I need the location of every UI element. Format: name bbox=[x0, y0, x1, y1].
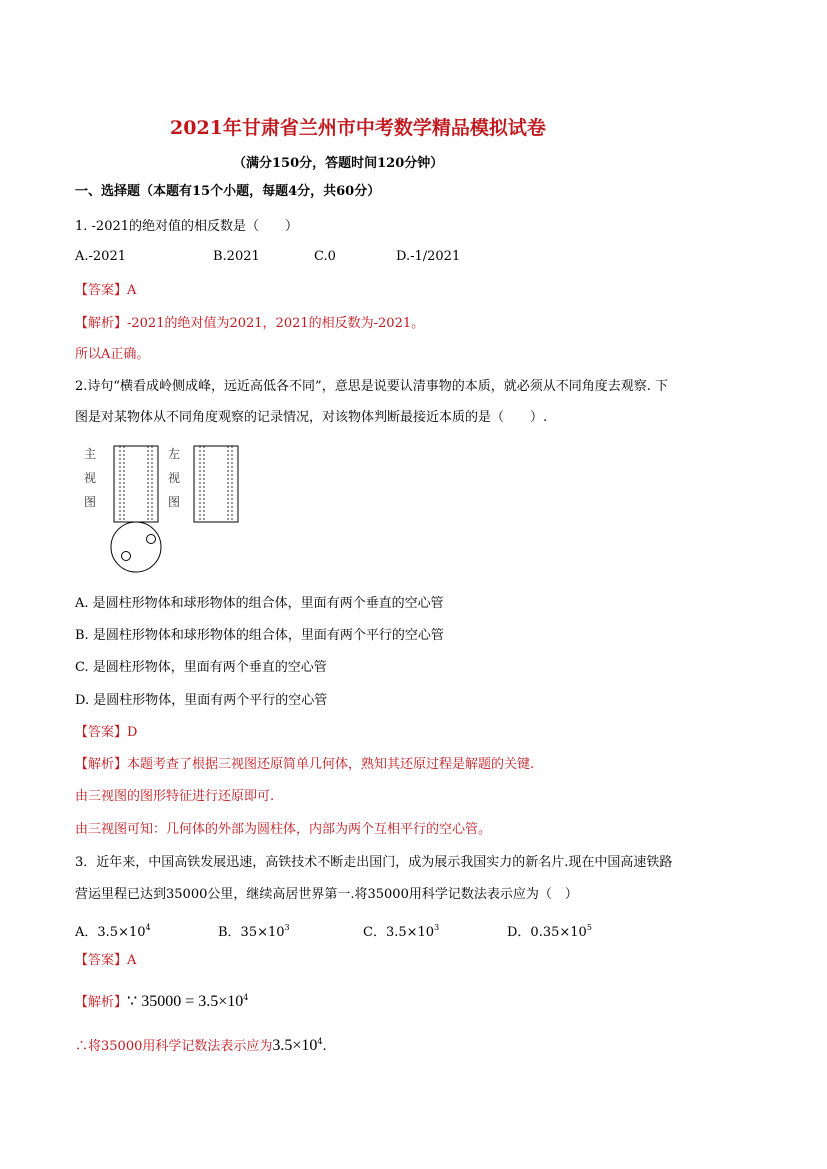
q2-option-a: A. 是圆柱形物体和球形物体的组合体，里面有两个垂直的空心管 bbox=[75, 596, 444, 611]
q1-stem: 1. -2021的绝对值的相反数是（ ） bbox=[75, 219, 299, 234]
q2-option-b: B. 是圆柱形物体和球形物体的组合体，里面有两个平行的空心管 bbox=[75, 628, 444, 643]
top-view bbox=[111, 522, 161, 572]
q2-option-c: C. 是圆柱形物体，里面有两个垂直的空心管 bbox=[75, 660, 327, 675]
three-view-figure bbox=[82, 444, 252, 574]
q3-option-b-base: B．35×10 bbox=[218, 925, 285, 940]
left-view-label-2: 视 bbox=[168, 471, 181, 485]
document-title: 2021年甘肃省兰州市中考数学精品模拟试卷 bbox=[170, 117, 546, 139]
q3-conclusion-end: . bbox=[322, 1039, 327, 1054]
q1-option-a: A.-2021 bbox=[75, 249, 126, 264]
front-view-label-3: 图 bbox=[84, 495, 97, 509]
q3-conclusion-exp: 4 bbox=[317, 1037, 323, 1046]
document-subtitle: （满分150分，答题时间120分钟） bbox=[233, 156, 444, 171]
q2-analysis-line2: 由三视图的图形特征进行还原即可. bbox=[75, 789, 275, 804]
left-view-label-1: 左 bbox=[168, 447, 181, 461]
q2-stem-line1: 2.诗句“横看成岭侧成峰，远近高低各不同”，意思是说要认清事物的本质，就必须从不同角度去观察. 下 bbox=[75, 379, 668, 394]
q1-option-b: B.2021 bbox=[213, 249, 260, 264]
left-view bbox=[194, 446, 238, 522]
q3-option-d-exp: 5 bbox=[586, 923, 592, 932]
q1-conclusion: 所以A正确。 bbox=[75, 347, 150, 362]
q3-option-d bbox=[507, 920, 592, 941]
front-view-label-2: 视 bbox=[84, 471, 97, 485]
q3-option-b-exp: 3 bbox=[284, 923, 290, 932]
q2-answer: 【答案】D bbox=[75, 725, 138, 740]
q3-option-a-exp: 4 bbox=[145, 923, 151, 932]
q3-option-c-base: C．3.5×10 bbox=[363, 925, 435, 940]
section-heading: 一、选择题（本题有15个小题，每题4分，共60分） bbox=[75, 184, 381, 199]
q3-analysis bbox=[75, 988, 248, 1013]
q2-option-d: D. 是圆柱形物体，里面有两个平行的空心管 bbox=[75, 693, 328, 708]
q1-option-d: D.-1/2021 bbox=[396, 249, 461, 264]
q3-stem-line2: 营运里程已达到35000公里，继续高居世界第一.将35000用科学记数法表示应为（ ） bbox=[75, 887, 578, 902]
q2-analysis-line1: 【解析】本题考查了根据三视图还原简单几何体，熟知其还原过程是解题的关键. bbox=[75, 757, 535, 772]
three-view-drawing bbox=[82, 444, 252, 574]
q3-conclusion-text: ∴将35000用科学记数法表示应为 bbox=[75, 1039, 273, 1054]
q3-analysis-prefix: 【解析】 bbox=[75, 995, 128, 1010]
q3-answer: 【答案】A bbox=[75, 953, 137, 968]
q3-analysis-math: ∵ 35000 = 3.5×10 bbox=[127, 993, 244, 1010]
q1-analysis: 【解析】-2021的绝对值为2021，2021的相反数为-2021。 bbox=[75, 316, 425, 331]
q3-conclusion-math: 3.5×10 bbox=[272, 1037, 318, 1054]
q3-option-a bbox=[75, 920, 151, 941]
q3-option-c-exp: 3 bbox=[434, 923, 440, 932]
q3-option-b bbox=[218, 920, 290, 941]
front-view-label-1: 主 bbox=[84, 447, 97, 461]
q3-option-c bbox=[363, 920, 439, 941]
left-view-label-3: 图 bbox=[168, 495, 181, 509]
front-view bbox=[114, 446, 158, 522]
q3-conclusion bbox=[75, 1032, 327, 1057]
q1-answer: 【答案】A bbox=[75, 283, 137, 298]
q3-option-d-base: D．0.35×10 bbox=[507, 925, 587, 940]
q3-option-a-base: A．3.5×10 bbox=[75, 925, 146, 940]
q3-stem-line1: 3．近年来，中国高铁发展迅速，高铁技术不断走出国门，成为展示我国实力的新名片.现在中国高速铁路 bbox=[75, 855, 673, 870]
q2-stem-line2: 图是对某物体从不同角度观察的记录情况，对该物体判断最接近本质的是（ ）. bbox=[75, 410, 548, 425]
q1-option-c: C.0 bbox=[314, 249, 336, 264]
q3-analysis-exp: 4 bbox=[243, 993, 249, 1002]
q2-analysis-line3: 由三视图可知：几何体的外部为圆柱体，内部为两个互相平行的空心管。 bbox=[75, 822, 492, 837]
